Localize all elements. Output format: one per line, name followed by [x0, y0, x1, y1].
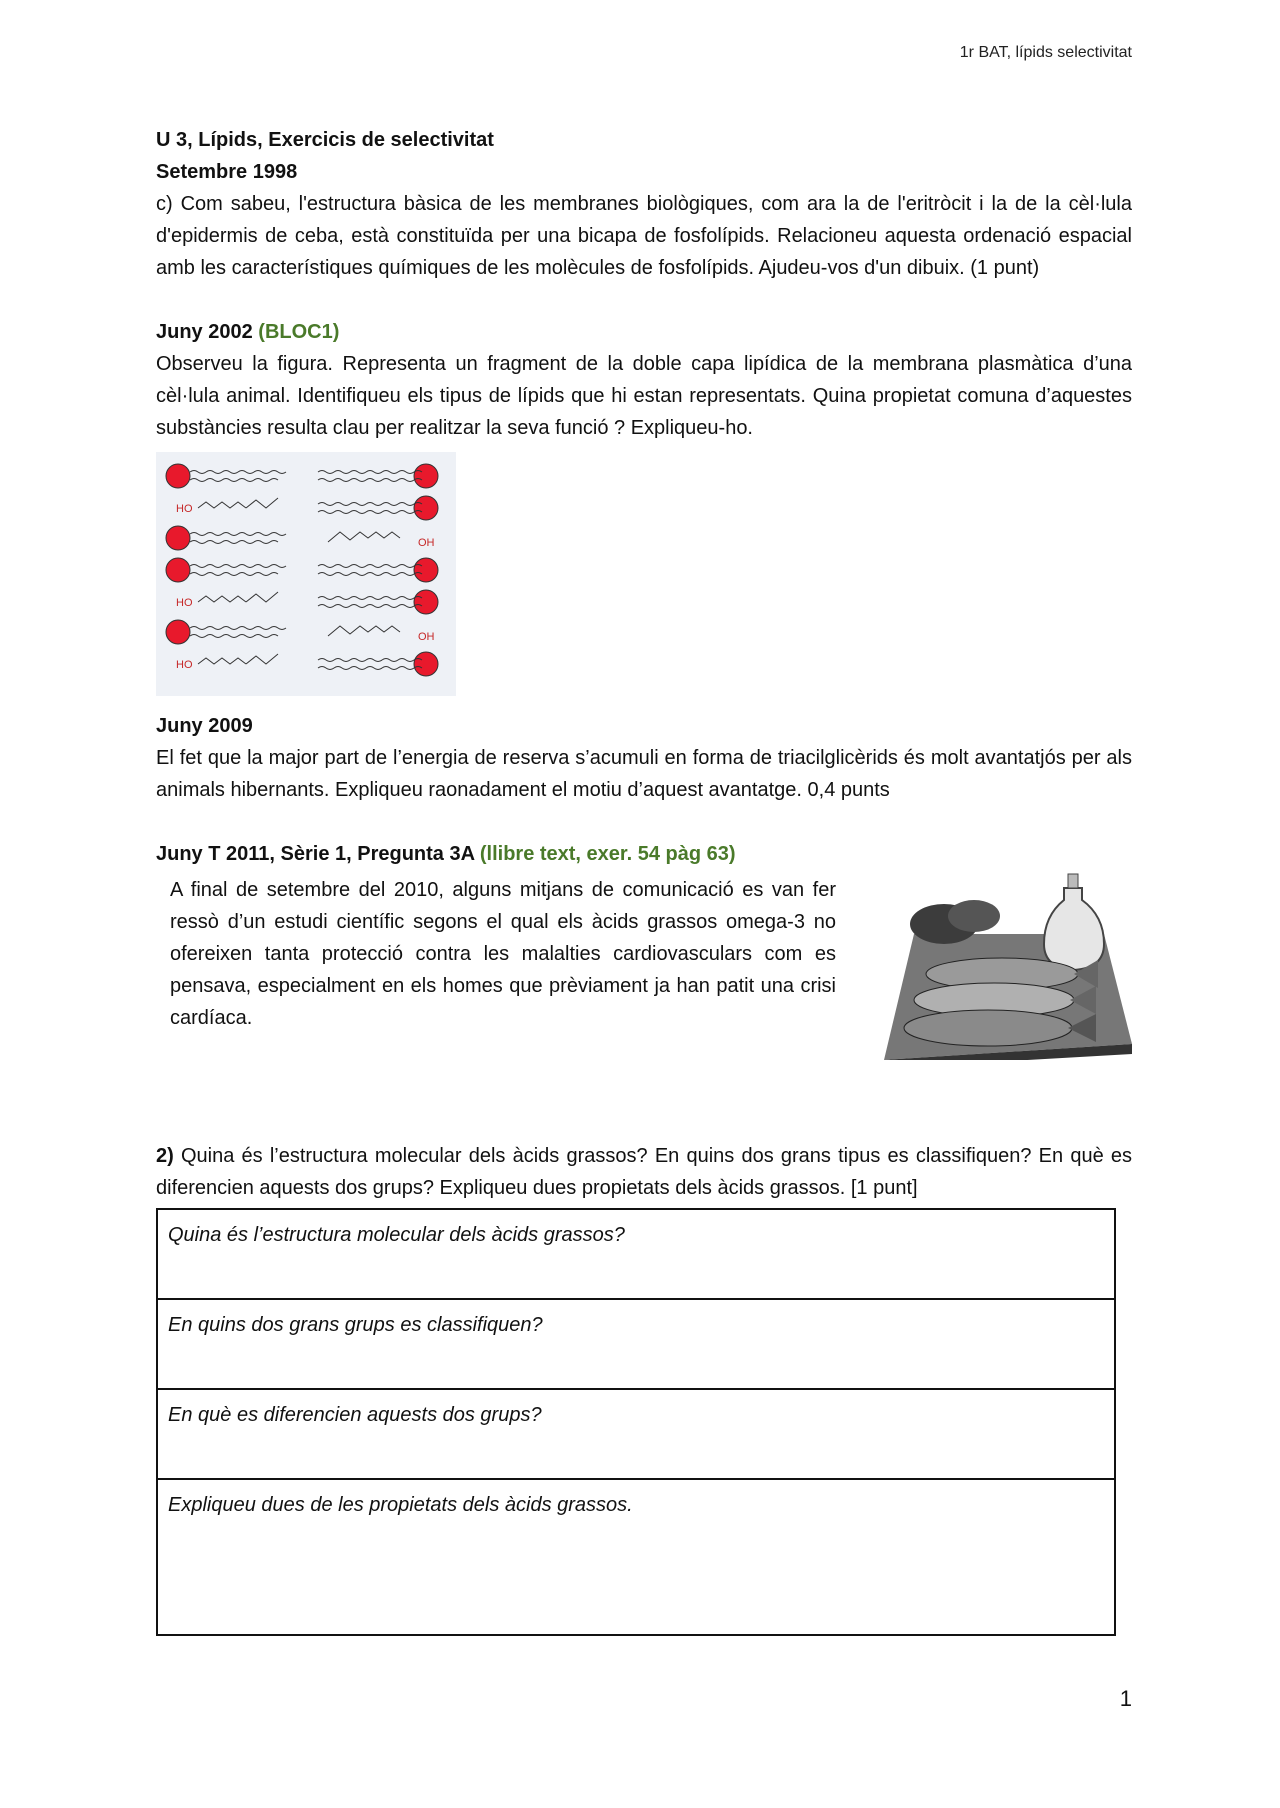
phospholipid-head [414, 590, 438, 614]
answer-row [157, 1389, 1115, 1479]
phospholipid-head [414, 558, 438, 582]
running-header: 1r BAT, lípids selectivitat [959, 44, 1132, 61]
answer-cell[interactable]: Quina és l’estructura molecular dels àcids grassos? [157, 1209, 1115, 1299]
phospholipid-head [414, 496, 438, 520]
q2002-section [156, 316, 1132, 696]
question-2 [156, 1140, 1132, 1636]
q2009-heading: Juny 2009 [156, 715, 253, 737]
hydroxyl-label: OH [418, 631, 435, 643]
fish-and-oil-photo [884, 864, 1132, 1060]
q1-heading: Setembre 1998 [156, 161, 298, 183]
lipid-bilayer-figure [156, 452, 456, 696]
oil-bottle-icon [1044, 888, 1104, 970]
q2011-tag: (llibre text, exer. 54 pàg 63) [479, 843, 736, 865]
hydroxyl-label: HO [176, 503, 193, 515]
fish [904, 1010, 1072, 1046]
answer-table [156, 1208, 1116, 1636]
answer-row [157, 1479, 1115, 1635]
q2011-body [156, 874, 1132, 1060]
q2-number: 2) [156, 1145, 174, 1167]
figure-background [156, 452, 456, 696]
phospholipid-head [166, 464, 190, 488]
q2-text: Quina és l’estructura molecular dels àcids grassos? En quins dos grans tipus es classifiquen? En què es diferencien aquests dos grups? Expliqueu dues propietats dels àcids grassos. [1 punt] [156, 1145, 1132, 1199]
q2011-text: A final de setembre del 2010, alguns mitjans de comunicació es van fer ressò d’un estudi científic segons el qual els àcids grassos omega-3 no ofereixen tanta protecció contra les malalties cardiovasculars com es pensava, especialment en els homes que prèviament ja han patit una crisi cardíaca. [170, 879, 836, 1029]
hydroxyl-label: OH [418, 537, 435, 549]
phospholipid-head [414, 464, 438, 488]
answer-row [157, 1299, 1115, 1389]
answer-row [157, 1209, 1115, 1299]
answer-cell[interactable]: Expliqueu dues de les propietats dels àcids grassos. [157, 1479, 1115, 1635]
q2009-text: El fet que la major part de l’energia de reserva s’acumuli en forma de triacilglicèrids és molt avantatjós per als animals hibernants. Expliqueu raonadament el motiu d’aquest avantatge. 0,4 punts [156, 747, 1132, 801]
phospholipid-head [166, 526, 190, 550]
q2009-section [156, 710, 1132, 806]
q2002-tag: (BLOC1) [258, 321, 340, 343]
hydroxyl-label: HO [176, 597, 193, 609]
q2-text-line [156, 1140, 1132, 1204]
hydroxyl-label: HO [176, 659, 193, 671]
answer-cell[interactable]: En què es diferencien aquests dos grups? [157, 1389, 1115, 1479]
phospholipid-head [166, 620, 190, 644]
q1-text: c) Com sabeu, l'estructura bàsica de les membranes biològiques, com ara la de l'eritròcit i la de la cèl·lula d'epidermis de ceba, està constituïda per una bicapa de fosfolípids. Relacioneu aquesta ordenació espacial amb les característiques químiques de les molècules de fosfolípids. Ajudeu-vos d'un dibuix. (1 punt) [156, 193, 1132, 279]
doc-title: U 3, Lípids, Exercicis de selectivitat [156, 129, 494, 151]
q2011-heading: Juny T 2011, Sèrie 1, Pregunta 3A [156, 843, 480, 865]
phospholipid-head [414, 652, 438, 676]
q2002-heading-line [156, 316, 1132, 348]
q2011-section [156, 838, 1132, 1060]
q2002-heading: Juny 2002 [156, 321, 259, 343]
q2002-text: Observeu la figura. Representa un fragment de la doble capa lipídica de la membrana plasmàtica d’una cèl·lula animal. Identifiqueu els tipus de lípids que hi estan representats. Quina propietat comuna d’aquestes substàncies resulta clau per realitzar la seva funció ? Expliqueu-ho. [156, 353, 1132, 439]
answer-cell[interactable]: En quins dos grans grups es classifiquen? [157, 1299, 1115, 1389]
phospholipid-head [166, 558, 190, 582]
content [156, 124, 1132, 1636]
page-number: 1 [1119, 1686, 1132, 1711]
